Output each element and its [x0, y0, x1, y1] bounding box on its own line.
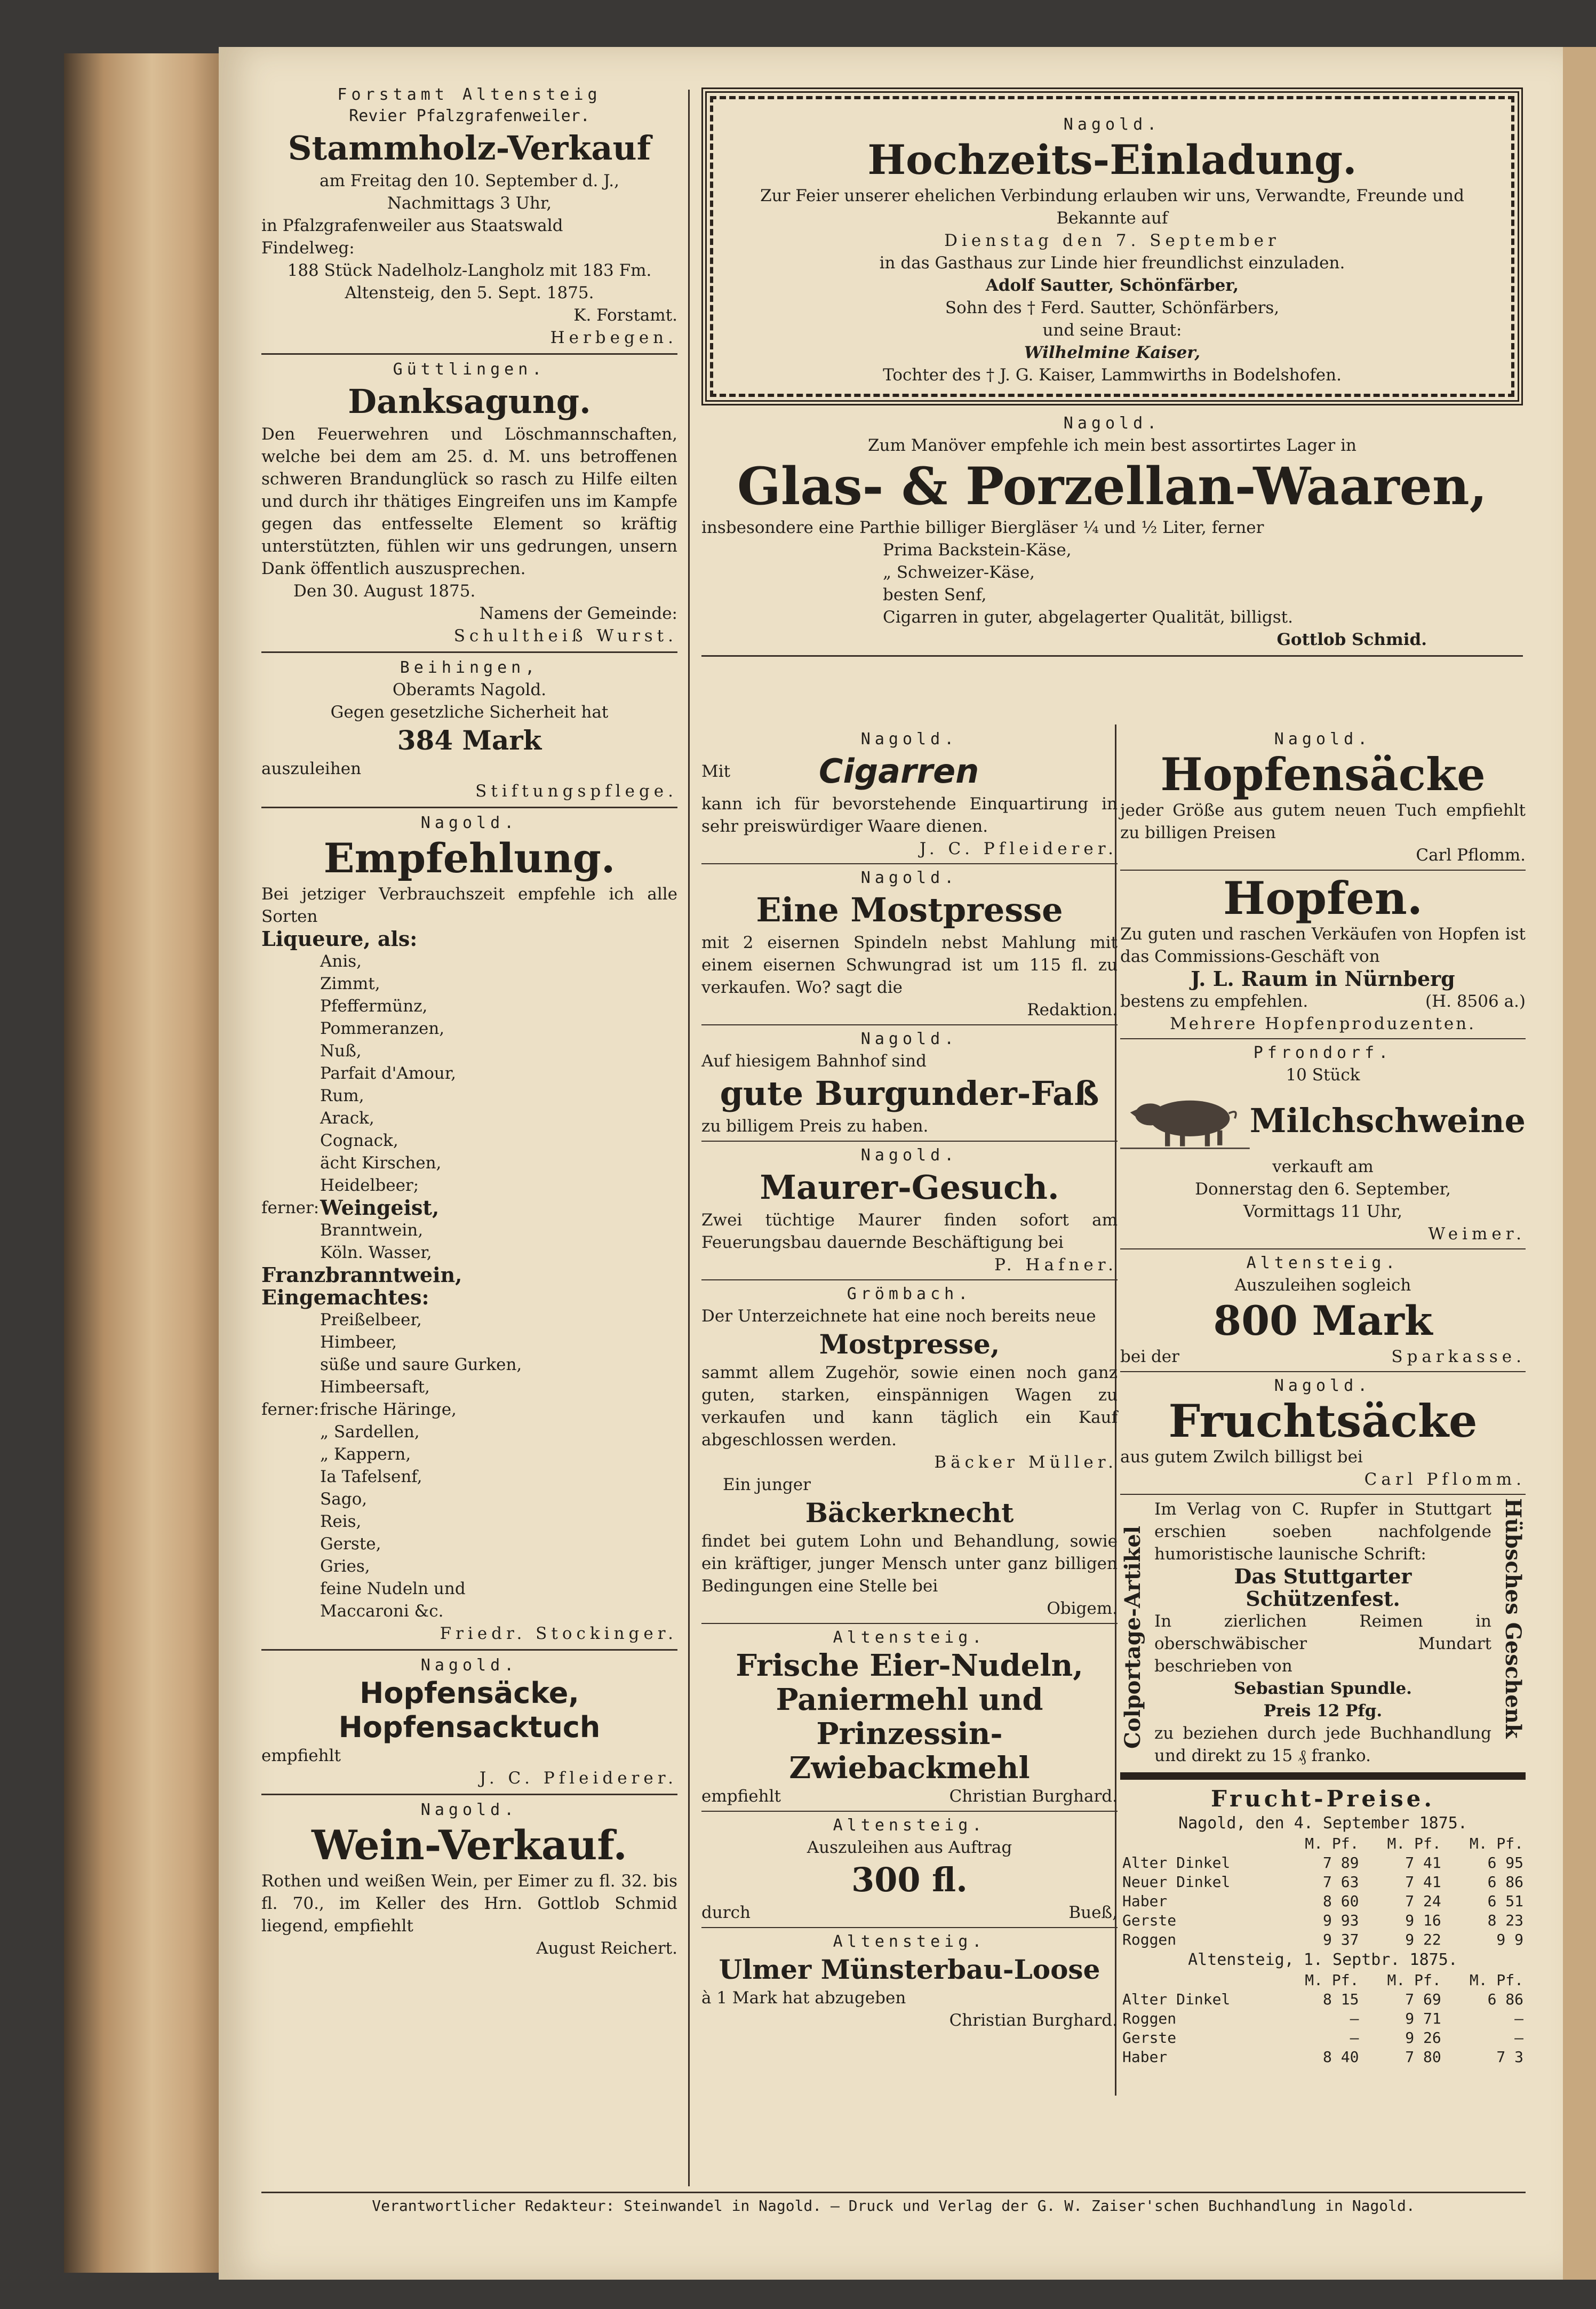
ad-signature: J. C. Pfleiderer. — [479, 1769, 677, 1788]
list-item: besten Senf, — [883, 585, 987, 604]
table-cell: 6 95 — [1487, 1854, 1523, 1872]
table-cell: 7 24 — [1405, 1892, 1441, 1910]
ad-fruchtsaecke — [1120, 1375, 1526, 1491]
ad-body: Rothen und weißen Wein, per Eimer zu fl. 32. bis fl. 70., im Keller des Hrn. Gottlob Schmid liegend, empfiehlt — [261, 1872, 677, 1936]
ad-title: Hopfensäcke, — [360, 1676, 579, 1710]
ad-subtitle: Franzbranntwein, — [261, 1263, 462, 1287]
table-cell: Roggen — [1122, 1931, 1177, 1948]
ad-location: Forstamt Altensteig — [337, 85, 602, 104]
ad-hochzeits-einladung — [701, 87, 1523, 405]
list-item: Pommeranzen, — [320, 1019, 445, 1038]
column-rule-1 — [688, 90, 690, 2186]
ad-wein-verkauf — [261, 1800, 677, 1960]
ad-line: in Pfalzgrafenweiler aus Staatswald — [261, 216, 563, 235]
ad-title: Hochzeits-Einladung. — [867, 136, 1357, 184]
table-row — [1120, 1911, 1526, 1930]
table-cell: Roggen — [1122, 2010, 1177, 2027]
column-header: M. Pf. — [1469, 1971, 1523, 1989]
table-row — [1120, 1930, 1526, 1949]
ad-location: Altensteig. — [833, 1628, 986, 1647]
table-cell: — — [1514, 2010, 1523, 2027]
ad-title: Das Stuttgarter Schützenfest. — [1234, 1564, 1412, 1611]
table-cell: 9 93 — [1323, 1912, 1359, 1929]
list-item: Köln. Wasser, — [320, 1243, 432, 1262]
ad-signature: J. C. Pfleiderer. — [919, 839, 1118, 858]
ad-date: Den 30. August 1875. — [293, 582, 476, 601]
list-item: Gries, — [320, 1557, 370, 1576]
ad-body: Zu guten und raschen Verkäufen von Hopfen ist das Commissions-Geschäft von — [1120, 925, 1526, 966]
ad-body: auszuleihen — [261, 759, 362, 778]
table-cell: 7 80 — [1405, 2048, 1441, 2066]
ad-firm: J. L. Raum in Nürnberg — [1191, 967, 1455, 991]
table-cell: — — [1514, 2029, 1523, 2047]
column-header: M. Pf. — [1469, 1835, 1523, 1852]
ad-line: Nachmittags 3 Uhr, — [387, 194, 552, 213]
divider — [701, 1811, 1118, 1812]
divider — [701, 1279, 1118, 1280]
divider — [1120, 870, 1526, 871]
table-cell: 6 86 — [1487, 1990, 1523, 2008]
ad-body: Auf hiesigem Bahnhof sind — [701, 1052, 927, 1071]
table-row — [1120, 1873, 1526, 1892]
list-item: Sago, — [320, 1490, 368, 1509]
ad-body: Zum Manöver empfehle ich mein best assortirtes Lager in — [868, 436, 1356, 455]
side-label: Colportage-Artikel — [1120, 1526, 1145, 1749]
ad-line: Altensteig, den 5. Sept. 1875. — [345, 283, 594, 302]
ad-body: empfiehlt — [701, 1787, 781, 1806]
divider — [1120, 1038, 1526, 1039]
table-cell: Alter Dinkel — [1122, 1990, 1231, 2008]
ad-signature: Namens der Gemeinde: — [479, 604, 677, 623]
ad-location: Altensteig. — [833, 1816, 986, 1835]
divider — [261, 651, 677, 653]
ad-title: Paniermehl und — [776, 1682, 1043, 1717]
ad-body: Tochter des † J. G. Kaiser, Lammwirths in Bodelshofen. — [883, 365, 1342, 385]
newspaper-page — [219, 47, 1563, 2280]
ad-300-fl — [701, 1815, 1118, 1924]
list-item: Arack, — [320, 1109, 374, 1128]
ad-title: Fruchtsäcke — [1168, 1395, 1478, 1447]
ad-signature: Friedr. Stockinger. — [440, 1624, 677, 1643]
imprint-footer: Verantwortlicher Redakteur: Steinwandel in Nagold. — Druck und Verlag der G. W. Zaiser'schen Buchhandlung in Nagold. — [261, 2192, 1526, 2217]
ad-body: Sohn des † Ferd. Sautter, Schönfärbers, — [945, 298, 1280, 317]
ad-price: Preis 12 Pfg. — [1263, 1701, 1383, 1721]
ad-location: Nagold. — [1274, 730, 1372, 749]
ad-body: sammt allem Zugehör, sowie einen noch ganz guten, starken, einspännigen Wagen zu verkaufen und kann täglich ein Kauf abgeschlossen werden. — [701, 1363, 1118, 1450]
column-1 — [261, 84, 677, 1960]
table-row — [1120, 2048, 1526, 2067]
ad-body: und seine Braut: — [1042, 321, 1182, 340]
price-table-nagold — [1120, 1834, 1526, 1949]
divider — [1120, 1248, 1526, 1249]
ad-body: bei der — [1120, 1347, 1179, 1366]
ad-hopfen — [1120, 874, 1526, 1035]
ad-empfehlung — [261, 813, 677, 1645]
table-cell: 9 9 — [1496, 1931, 1523, 1948]
ad-signature: Gottlob Schmid. — [1276, 630, 1427, 649]
divider — [701, 1623, 1118, 1624]
divider — [701, 863, 1118, 864]
column-header — [1120, 1971, 1279, 1990]
table-cell: 7 63 — [1323, 1873, 1359, 1891]
ad-title: Prinzessin-Zwiebackmehl — [789, 1716, 1030, 1786]
ad-title: Cigarren — [819, 752, 979, 791]
ad-amount: 384 Mark — [397, 724, 542, 756]
table-row — [1120, 1990, 1526, 2009]
divider — [701, 1141, 1118, 1142]
table-cell: 8 60 — [1323, 1892, 1359, 1910]
ad-groembach — [701, 1284, 1118, 1620]
ad-body: Im Verlag von C. Rupfer in Stuttgart erschien soeben nachfolgende humoristische launische Schrift: — [1154, 1500, 1491, 1564]
divider — [261, 1649, 677, 1651]
ad-signature: Christian Burghard. — [949, 1787, 1118, 1806]
ad-title: Glas- & Porzellan-Waaren, — [737, 456, 1488, 516]
page-edge — [1560, 47, 1596, 2280]
ad-body: Ein junger — [723, 1475, 811, 1494]
table-cell: Haber — [1122, 1892, 1168, 1910]
ad-danksagung — [261, 359, 677, 647]
divider — [261, 353, 677, 355]
ad-location: Grömbach. — [847, 1285, 972, 1303]
table-cell: 8 15 — [1323, 1990, 1359, 2008]
ad-location: Nagold. — [860, 1146, 959, 1165]
ad-muensterbau-loose — [701, 1931, 1118, 2032]
divider — [261, 807, 677, 808]
ad-code: (H. 8506 a.) — [1425, 992, 1526, 1011]
ad-title: Frische Eier-Nudeln, — [736, 1648, 1083, 1683]
table-header-row — [1120, 1834, 1526, 1853]
list-item: Ia Tafelsenf, — [320, 1467, 422, 1486]
ad-location: Altensteig. — [833, 1932, 986, 1951]
table-header-row — [1120, 1971, 1526, 1990]
ad-milchschweine — [1120, 1042, 1526, 1245]
ad-location: Nagold. — [860, 869, 959, 887]
ad-body: mit 2 eisernen Spindeln nebst Mahlung mit einem eisernen Schwungrad ist um 115 fl. zu verkaufen. Wo? sagt die — [701, 933, 1118, 997]
ad-label: ferner: — [261, 1198, 320, 1217]
ad-glas-porzellan — [701, 413, 1523, 651]
list-item: süße und saure Gurken, — [320, 1355, 522, 1374]
ad-body: durch — [701, 1903, 751, 1922]
table-cell: 6 51 — [1487, 1892, 1523, 1910]
divider — [1120, 1371, 1526, 1372]
ad-title: Empfehlung. — [323, 834, 616, 882]
list-item: Zimmt, — [320, 974, 380, 993]
ad-title: Hopfensacktuch — [338, 1710, 601, 1744]
list-item: Rum, — [320, 1086, 364, 1105]
column-3 — [1120, 729, 1526, 2067]
ad-location: Nagold. — [1063, 115, 1161, 134]
ad-sublocation: Oberamts Nagold. — [392, 680, 547, 699]
table-row — [1120, 2009, 1526, 2028]
ad-body: insbesondere eine Parthie billiger Biergläser ¼ und ½ Liter, ferner — [701, 518, 1264, 537]
ad-signature: Redaktion. — [1027, 1000, 1118, 1020]
ad-title: Wein-Verkauf. — [312, 1821, 627, 1869]
ad-body: zu billigem Preis zu haben. — [701, 1117, 929, 1136]
ad-body: Gegen gesetzliche Sicherheit hat — [330, 703, 609, 722]
ad-signature: Obigem. — [1047, 1599, 1118, 1618]
column-2-top — [701, 84, 1523, 661]
table-cell: 9 71 — [1405, 2010, 1441, 2027]
table-cell: 9 16 — [1405, 1912, 1441, 1929]
ad-sparkasse — [1120, 1253, 1526, 1368]
list-item: Himbeer, — [320, 1333, 397, 1352]
divider — [1120, 1494, 1526, 1495]
ad-body: Bei jetziger Verbrauchszeit empfehle ich alle Sorten — [261, 885, 677, 926]
table-cell: Haber — [1122, 2048, 1168, 2066]
pig-illustration — [1120, 1086, 1250, 1156]
table-cell: Gerste — [1122, 1912, 1177, 1929]
ad-signature: Carl Pflomm. — [1364, 1470, 1526, 1489]
list-item: „ Sardellen, — [320, 1422, 420, 1442]
ad-hopfensaecke-pflomm — [1120, 729, 1526, 866]
ad-line: am Freitag den 10. September d. J., — [320, 171, 619, 190]
column-header: M. Pf. — [1387, 1971, 1441, 1989]
table-cell: 7 69 — [1405, 1990, 1441, 2008]
ad-body: findet bei gutem Lohn und Behandlung, sowie ein kräftiger, junger Mensch unter ganz billigen Bedingungen eine Stelle bei — [701, 1532, 1118, 1596]
list-item: Heidelbeer; — [320, 1176, 419, 1195]
table-cell: 7 41 — [1405, 1854, 1441, 1872]
ad-location: Nagold. — [1274, 1376, 1372, 1395]
ad-signature: August Reichert. — [536, 1939, 677, 1958]
ad-title: Danksagung. — [348, 382, 591, 421]
divider — [261, 1794, 677, 1795]
list-item: Cognack, — [320, 1131, 398, 1150]
ad-body: In zierlichen Reimen in oberschwäbischer Mundart beschrieben von — [1154, 1612, 1491, 1676]
table-cell: 8 23 — [1487, 1912, 1523, 1929]
ad-signature: Mehrere Hopfenproduzenten. — [1170, 1014, 1476, 1033]
market-date: Altensteig, 1. Septbr. 1875. — [1188, 1950, 1458, 1969]
ad-location: Nagold. — [860, 1030, 959, 1048]
ad-signature: Bäcker Müller. — [934, 1453, 1118, 1472]
ad-location: Nagold. — [420, 814, 518, 832]
ad-title: gute Burgunder-Faß — [720, 1074, 1099, 1113]
ad-location: Pfrondorf. — [1253, 1044, 1393, 1062]
ad-signature: Carl Pflomm. — [1416, 846, 1526, 865]
section-title: Frucht-Preise. — [1210, 1786, 1435, 1812]
list-item: frische Häringe, — [320, 1400, 457, 1419]
ad-body: Zur Feier unserer ehelichen Verbindung erlauben wir uns, Verwandte, Freunde und Bekannte auf — [760, 186, 1464, 228]
ad-subtitle: Weingeist, — [320, 1196, 440, 1220]
list-item: Maccaroni &c. — [320, 1602, 444, 1621]
ad-cigarren — [701, 729, 1118, 860]
ad-eier-nudeln — [701, 1627, 1118, 1808]
table-row — [1120, 1853, 1526, 1873]
ad-title: Hopfen. — [1223, 872, 1423, 925]
list-item: Nuß, — [320, 1041, 362, 1061]
ad-amount: 300 fl. — [851, 1860, 968, 1899]
market-date: Nagold, den 4. September 1875. — [1178, 1814, 1467, 1833]
table-row — [1120, 2028, 1526, 2048]
ad-title: Bäckerknecht — [805, 1497, 1014, 1528]
table-cell: 7 89 — [1323, 1854, 1359, 1872]
column-header — [1120, 1834, 1279, 1853]
table-cell: 9 37 — [1323, 1931, 1359, 1948]
divider — [701, 1024, 1118, 1025]
ad-location: Nagold. — [420, 1801, 518, 1819]
list-item: „ Kappern, — [320, 1445, 411, 1464]
ad-location: Altensteig. — [1246, 1254, 1400, 1272]
table-cell: 7 3 — [1496, 2048, 1523, 2066]
frucht-preise — [1120, 1785, 1526, 2067]
ad-location: Nagold. — [1063, 414, 1161, 433]
ad-maurer-gesuch — [701, 1145, 1118, 1276]
list-item: feine Nudeln und — [320, 1579, 466, 1598]
ad-body: Auszuleihen aus Auftrag — [807, 1838, 1012, 1857]
ad-signature: Weimer. — [1428, 1224, 1526, 1244]
ad-title: Ulmer Münsterbau-Loose — [719, 1954, 1100, 1985]
table-cell: Gerste — [1122, 2029, 1177, 2047]
ad-title: Hopfensäcke — [1160, 748, 1486, 801]
list-item: Himbeersaft, — [320, 1378, 430, 1397]
ad-body: zu beziehen durch jede Buchhandlung und direkt zu 15 ₰ franko. — [1154, 1724, 1491, 1765]
price-table-altensteig — [1120, 1971, 1526, 2067]
table-cell: 7 41 — [1405, 1873, 1441, 1891]
table-cell: — — [1350, 2010, 1359, 2027]
ad-body: aus gutem Zwilch billigst bei — [1120, 1447, 1363, 1467]
ad-body: kann ich für bevorstehende Einquartirung in sehr preiswürdiger Waare dienen. — [701, 794, 1118, 836]
ad-body: jeder Größe aus gutem neuen Tuch empfiehlt zu billigen Preisen — [1120, 801, 1526, 842]
ad-signature: P. Hafner. — [994, 1255, 1118, 1275]
ad-body: Den Feuerwehren und Löschmannschaften, welche bei dem am 25. d. M. uns betroffenen schweren Brandunglück so rasch zu Hilfe eilten und durch ihr thätiges Eingreifen uns im Kampfe gegen das entfesselte Element so kräftig unterstützten, fühlen wir uns gedrungen, unsern Dank öffentlich auszusprechen. — [261, 425, 677, 578]
ad-name: Adolf Sautter, Schönfärber, — [985, 276, 1239, 295]
ad-line: Findelweg: — [261, 238, 355, 258]
thick-divider — [1120, 1772, 1526, 1780]
side-label: Hübsches Geschenk — [1501, 1498, 1526, 1739]
ad-signature: K. Forstamt. — [573, 306, 677, 325]
ad-body: Auszuleihen sogleich — [1234, 1276, 1411, 1295]
ad-time: Vormittags 11 Uhr, — [1243, 1202, 1402, 1221]
ad-body: in das Gasthaus zur Linde hier freundlichst einzuladen. — [879, 253, 1345, 273]
ad-location: Güttlingen. — [393, 360, 546, 379]
column-header: M. Pf. — [1305, 1835, 1359, 1852]
ad-body: bestens zu empfehlen. — [1120, 992, 1308, 1011]
ad-stammholz — [261, 84, 677, 349]
list-item: Parfait d'Amour, — [320, 1064, 456, 1083]
ad-signature: Herbegen. — [550, 328, 677, 347]
ad-amount: 800 Mark — [1213, 1297, 1433, 1344]
ad-line: 188 Stück Nadelholz-Langholz mit 183 Fm. — [287, 261, 652, 280]
ad-signature: Schultheiß Wurst. — [453, 626, 677, 646]
table-row — [1120, 1892, 1526, 1911]
column-header: M. Pf. — [1387, 1835, 1441, 1852]
list-item: Branntwein, — [320, 1221, 424, 1240]
ad-mostpresse — [701, 867, 1118, 1021]
ad-title: Maurer-Gesuch. — [760, 1168, 1059, 1207]
ad-signature: Bueß, — [1068, 1903, 1118, 1922]
list-item: Cigarren in guter, abgelagerter Qualität, billigst. — [883, 608, 1293, 627]
ad-body: 10 Stück — [1286, 1065, 1360, 1085]
ad-date: Dienstag den 7. September — [944, 231, 1280, 250]
ad-date: Donnerstag den 6. September, — [1195, 1180, 1451, 1199]
ad-hopfensaecke-pfleiderer — [261, 1655, 677, 1789]
table-cell: 9 26 — [1405, 2029, 1441, 2047]
list-item: Preißelbeer, — [320, 1310, 422, 1329]
ad-label: ferner: — [261, 1400, 320, 1419]
divider — [701, 655, 1523, 657]
column-2 — [701, 729, 1118, 2032]
ad-sublocation: Revier Pfalzgrafenweiler. — [349, 107, 590, 125]
ad-signature: Stiftungspflege. — [475, 782, 677, 801]
ad-burgunder — [701, 1029, 1118, 1137]
ad-subtitle: Liqueure, als: — [261, 927, 418, 951]
ad-body: verkauft am — [1272, 1157, 1374, 1176]
ad-signature: Sparkasse. — [1391, 1347, 1526, 1366]
book-spine — [64, 53, 224, 2273]
list-item: Prima Backstein-Käse, — [883, 540, 1072, 560]
divider — [701, 1927, 1118, 1928]
list-item: Anis, — [320, 952, 362, 971]
list-item: „ Schweizer-Käse, — [883, 563, 1035, 582]
ad-location: Nagold. — [860, 730, 959, 749]
ad-beihingen — [261, 657, 677, 802]
ad-title: Mostpresse, — [819, 1328, 1000, 1360]
table-cell: 9 22 — [1405, 1931, 1441, 1948]
ad-location: Nagold. — [420, 1656, 518, 1675]
item-list — [261, 950, 677, 1197]
list-item: Reis, — [320, 1512, 362, 1531]
ad-signature: Christian Burghard. — [949, 2011, 1118, 2030]
list-item: Pfeffermünz, — [320, 997, 428, 1016]
ad-location: Beihingen, — [400, 658, 539, 677]
ad-name: Wilhelmine Kaiser, — [1024, 343, 1201, 362]
list-item: ächt Kirschen, — [320, 1153, 442, 1173]
ad-title: Stammholz-Verkauf — [288, 129, 651, 168]
ad-title: Eine Mostpresse — [756, 890, 1063, 929]
ad-title: Milchschweine — [1249, 1101, 1526, 1140]
table-cell: — — [1350, 2029, 1359, 2047]
ad-body: Zwei tüchtige Maurer finden sofort am Feuerungsbau dauernde Beschäftigung bei — [701, 1211, 1118, 1252]
column-header: M. Pf. — [1305, 1971, 1359, 1989]
ad-body: Der Unterzeichnete hat eine noch bereits neue — [701, 1307, 1096, 1326]
table-cell: Neuer Dinkel — [1122, 1873, 1231, 1891]
ad-schuetzenfest — [1120, 1498, 1526, 1767]
ad-body: Mit — [701, 762, 731, 781]
ad-body: empfiehlt — [261, 1746, 341, 1765]
table-cell: 6 86 — [1487, 1873, 1523, 1891]
ad-subtitle: Eingemachtes: — [261, 1285, 429, 1309]
ad-author: Sebastian Spundle. — [1234, 1679, 1412, 1698]
table-cell: 8 40 — [1323, 2048, 1359, 2066]
list-item: Gerste, — [320, 1534, 381, 1554]
ad-body: à 1 Mark hat abzugeben — [701, 1988, 906, 2008]
table-cell: Alter Dinkel — [1122, 1854, 1231, 1872]
